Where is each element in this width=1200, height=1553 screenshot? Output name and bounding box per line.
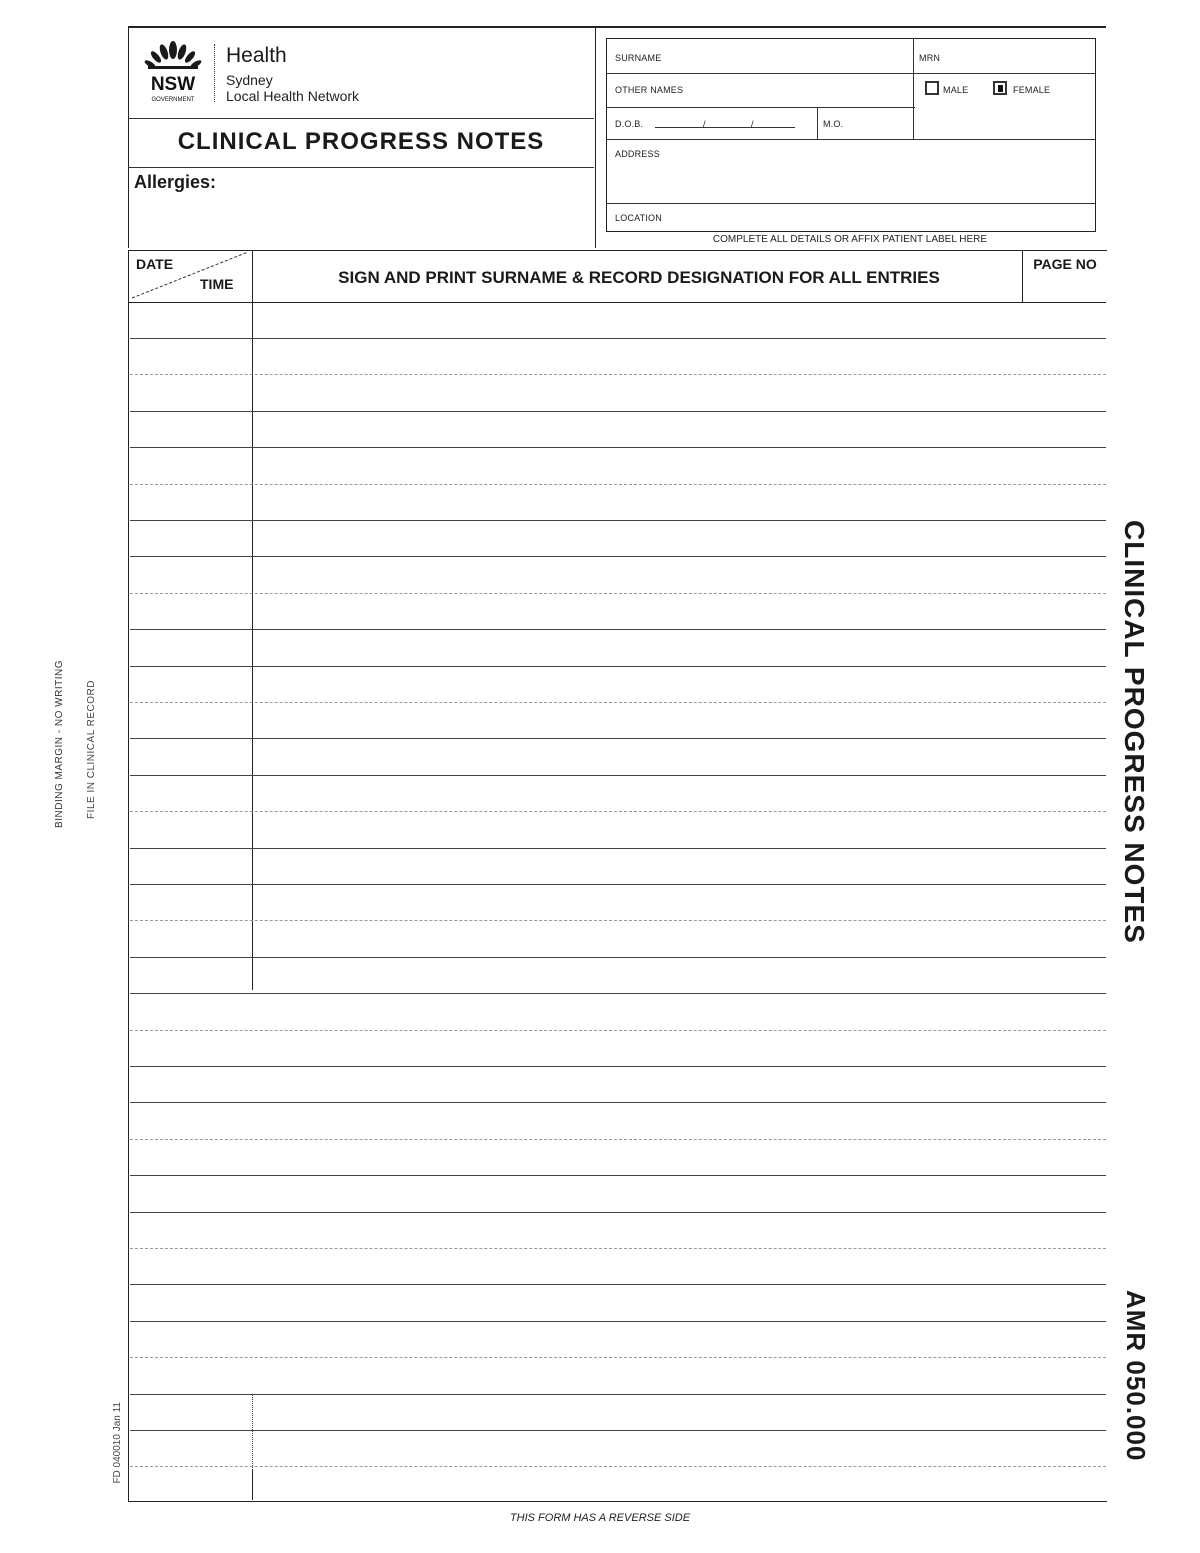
patient-details-box: [606, 38, 1096, 232]
note-line[interactable]: [130, 993, 1106, 994]
female-label: FEMALE: [1013, 85, 1051, 95]
female-checkbox[interactable]: [993, 81, 1007, 95]
note-line[interactable]: [130, 629, 1106, 630]
note-line[interactable]: [130, 556, 1106, 557]
form-title: CLINICAL PROGRESS NOTES: [177, 128, 545, 155]
male-label: MALE: [943, 85, 969, 95]
note-line[interactable]: [130, 520, 1106, 521]
note-line[interactable]: [130, 411, 1106, 412]
note-line[interactable]: [130, 1321, 1106, 1322]
dob-separator: /: [703, 119, 706, 129]
complete-details-note: COMPLETE ALL DETAILS OR AFFIX PATIENT LABEL HERE: [712, 234, 988, 245]
male-checkbox[interactable]: [925, 81, 939, 95]
date-time-column-line: [252, 250, 253, 990]
note-line[interactable]: [130, 775, 1106, 776]
district-line-1: Sydney: [226, 72, 273, 88]
binding-margin-note: BINDING MARGIN - NO WRITING: [54, 660, 65, 828]
note-line[interactable]: [130, 957, 1106, 958]
patient-row-line: [607, 203, 1095, 204]
patient-row-line: [607, 107, 915, 108]
logo-separator: [214, 44, 215, 102]
entry-instruction: SIGN AND PRINT SURNAME & RECORD DESIGNATION FOR ALL ENTRIES: [338, 268, 940, 287]
address-label: ADDRESS: [615, 149, 660, 159]
note-line[interactable]: [130, 338, 1106, 339]
note-line[interactable]: [130, 374, 1106, 375]
note-line[interactable]: [130, 1030, 1106, 1031]
brand-district: [226, 72, 359, 104]
district-line-2: Local Health Network: [226, 88, 360, 104]
note-line[interactable]: [130, 1430, 1106, 1431]
brand-health: Health: [226, 44, 287, 67]
header-divider: [128, 167, 594, 168]
note-line[interactable]: [130, 738, 1106, 739]
note-line[interactable]: [130, 1394, 1106, 1395]
side-form-title: CLINICAL PROGRESS NOTES: [1119, 520, 1150, 944]
patient-row-line: [607, 139, 1095, 140]
note-line[interactable]: [130, 1175, 1106, 1176]
other-names-label: OTHER NAMES: [615, 85, 684, 95]
mrn-divider: [913, 39, 914, 73]
page-no-divider: [1022, 250, 1023, 302]
progress-notes-table: [128, 250, 1107, 1502]
note-line[interactable]: [130, 1357, 1106, 1358]
time-header: TIME: [200, 276, 234, 292]
note-line[interactable]: [130, 1139, 1106, 1140]
date-time-column-line: [252, 1470, 253, 1500]
form-id: FD 040010 Jan 11: [112, 1402, 123, 1484]
note-line[interactable]: [130, 1466, 1106, 1467]
file-in-record-note: FILE IN CLINICAL RECORD: [86, 680, 97, 819]
patient-row-line: [607, 73, 1095, 74]
note-line[interactable]: [130, 1212, 1106, 1213]
note-line[interactable]: [130, 666, 1106, 667]
note-line[interactable]: [130, 447, 1106, 448]
note-line[interactable]: [130, 811, 1106, 812]
note-line[interactable]: [130, 1102, 1106, 1103]
note-line[interactable]: [130, 1284, 1106, 1285]
mo-label: M.O.: [823, 119, 844, 129]
note-line[interactable]: [130, 484, 1106, 485]
dob-separator: /: [751, 119, 754, 129]
note-line[interactable]: [130, 702, 1106, 703]
page-no-header: PAGE NO: [1033, 256, 1097, 272]
note-line[interactable]: [130, 1066, 1106, 1067]
note-line[interactable]: [130, 848, 1106, 849]
reverse-side-note: THIS FORM HAS A REVERSE SIDE: [509, 1512, 691, 1524]
header-divider: [128, 118, 594, 119]
note-line[interactable]: [130, 1248, 1106, 1249]
org-abbrev: NSW: [150, 74, 196, 95]
date-header: DATE: [136, 256, 174, 272]
location-label: LOCATION: [615, 213, 662, 223]
gov-label: GOVERNMENT: [151, 97, 195, 103]
table-header-rule: [128, 302, 1106, 303]
note-line[interactable]: [130, 884, 1106, 885]
dob-field[interactable]: [655, 127, 795, 128]
mo-divider: [817, 107, 818, 139]
mrn-label: MRN: [919, 53, 941, 63]
note-line[interactable]: [130, 920, 1106, 921]
note-line[interactable]: [130, 593, 1106, 594]
form-code: AMR 050.000: [1121, 1290, 1151, 1462]
dob-label: D.O.B.: [615, 119, 644, 129]
allergies-label: Allergies:: [134, 172, 217, 192]
sex-divider: [913, 73, 914, 139]
surname-label: SURNAME: [615, 53, 662, 63]
waratah-logo-icon: [142, 38, 204, 104]
